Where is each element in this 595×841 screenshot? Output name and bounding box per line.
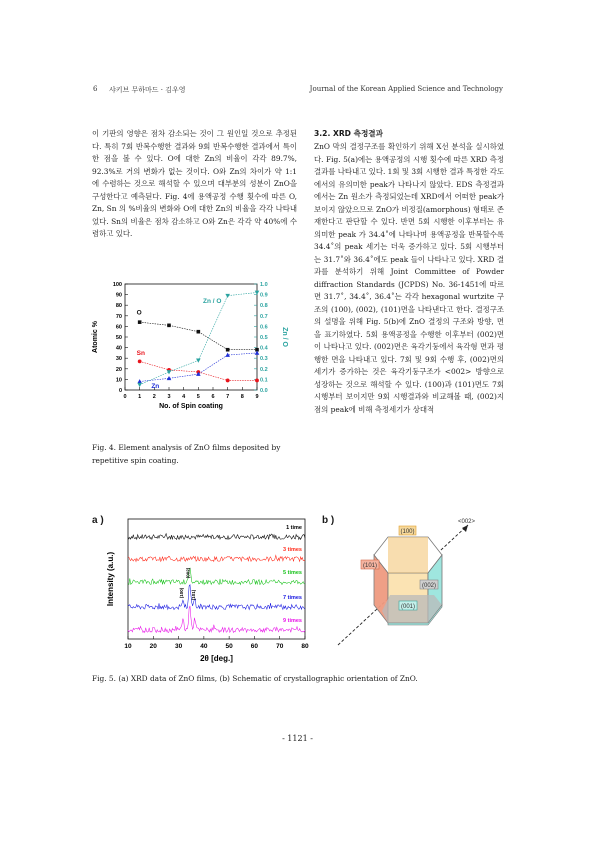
fig4-y2-tick-label: 0.0 [260, 388, 268, 394]
fig4-x-axis-label: No. of Spin coating [159, 403, 223, 410]
fig4-x-tick-label: 9 [255, 394, 259, 400]
fig4-x-tick-label: 6 [211, 394, 215, 400]
fig4-x-tick-label: 8 [240, 394, 244, 400]
fig4-y-tick-label: 40 [115, 345, 122, 352]
fig5-panel-b-label: b ) [322, 515, 335, 526]
fig4-y2-tick-label: 0.7 [260, 313, 268, 320]
fig4-x-tick-label: 0 [123, 394, 127, 400]
section-title: 3.2. XRD 측정결과 [314, 129, 383, 138]
fig4-x-tick-label: 5 [196, 394, 200, 400]
direction-002-label: <002> [458, 519, 476, 525]
fig5a-series-9-times [128, 606, 305, 633]
header-authors: 샤키브 무하마드 · 김우영 [109, 86, 186, 94]
fig4-y2-tick-label: 0.1 [260, 377, 268, 384]
fig4-point-o [226, 348, 230, 352]
fig5a-series-label: 7 times [283, 595, 302, 601]
fig4-chart [85, 278, 307, 418]
fig5a-x-tick-label: 40 [200, 643, 208, 650]
fig4-y-tick-label: 100 [112, 282, 122, 288]
fig4-series-label: Zn / O [203, 298, 222, 306]
fig4-series-line-zn [140, 353, 257, 382]
fig5a-series-label: 5 times [283, 570, 302, 576]
fig4-point-zno [225, 294, 230, 298]
page-footer-number: - 1121 - [282, 734, 313, 743]
fig5a-series-label: 1 time [286, 525, 302, 531]
fig4-y-tick-label: 30 [115, 356, 122, 363]
header-journal: Journal of the Korean Applied Science and Technology [309, 85, 503, 93]
fig4-point-zno [196, 359, 201, 363]
fig4-x-tick-label: 2 [152, 394, 156, 400]
fig4-series-label: O [136, 309, 142, 317]
fig4-point-sn [226, 379, 230, 383]
fig5a-x-tick-label: 20 [149, 643, 157, 650]
fig4-y-tick-label: 60 [115, 324, 122, 331]
fig4-point-zno [255, 291, 260, 295]
fig4-point-zn [137, 379, 142, 383]
page-number-header: 6 [93, 85, 98, 93]
fig4-y2-tick-label: 0.6 [260, 324, 268, 331]
fig5a-x-tick-label: 10 [124, 643, 132, 650]
fig5-caption: Fig. 5. (a) XRD data of ZnO films, (b) Schematic of crystallographic orientation of ZnO. [92, 674, 418, 683]
fig4-y2-tick-label: 0.2 [260, 366, 268, 373]
left-body-paragraph: 이 기판의 영향은 점차 감소되는 것이 그 원인일 것으로 추정된다. 특히 7회 반복수행한 결과와 9회 반복수행한 결과에서 특이한 점을 볼 수 있다. O에 대한 Zn의 비율이 각각 89.7%, 92.3%로 거의 변화가 없는 것이다. O와 Zn의 차이가 약 1:1 에 수렴하는 것으로 해석할 수 있으며 대부분의 성분이 ZnO을 구성한다고 예측된다. Fig. 4에 용액공정 수행 횟수에 따른 O, Zn, Sn 의 %비율의 변화와 O에 대한 Zn의 비율을 각각 나타내었다. Sn의 비율은 점차 감소하고 O와 Zn은 각각 약 40%에 수렴하고 있다. [92, 129, 297, 238]
fig4-series-label: Zn [151, 382, 160, 390]
fig5a-x-tick-label: 30 [174, 643, 183, 650]
fig5a-series-1-time [128, 534, 305, 540]
fig4-y-tick-label: 20 [115, 366, 122, 373]
fig4-y-tick-label: 10 [115, 377, 122, 384]
plane-100-label: (100) [400, 529, 415, 535]
plane-101-label: (101) [362, 563, 378, 569]
fig4-x-tick-label: 3 [167, 394, 171, 400]
fig4-point-sn [255, 379, 259, 383]
fig5a-series-label: 9 times [283, 618, 302, 624]
fig4-x-tick-label: 7 [226, 394, 230, 400]
fig4-y2-axis-label: Zn / O [281, 327, 288, 347]
fig4-y2-tick-label: 1.0 [260, 282, 268, 288]
fig5a-series-3-times [128, 555, 305, 561]
fig4-y-tick-label: 90 [115, 292, 122, 299]
fig4-x-tick-label: 4 [182, 394, 186, 400]
fig5a-x-tick-label: 80 [301, 643, 309, 650]
fig4-x-tick-label: 1 [138, 394, 142, 400]
fig5a-x-tick-label: 70 [276, 643, 284, 650]
fig4-point-o [167, 324, 171, 328]
fig4-point-zno [137, 383, 142, 387]
fig4-point-o [197, 330, 201, 334]
fig4-series-label: Sn [136, 350, 145, 358]
fig4-y-tick-label: 0 [118, 388, 122, 394]
fig4-y-tick-label: 50 [115, 335, 122, 341]
fig4-point-sn [138, 359, 142, 363]
fig4-caption [92, 442, 302, 467]
fig4-y2-tick-label: 0.8 [260, 303, 268, 310]
fig4-point-zno [167, 370, 172, 374]
fig5a-x-tick-label: 50 [225, 643, 233, 650]
fig4-y-tick-label: 80 [115, 303, 122, 310]
fig4-plot-frame [125, 284, 257, 390]
fig4-y2-tick-label: 0.5 [260, 335, 268, 341]
fig5a-peak-label: (002) [185, 567, 191, 579]
fig5a-series-5-times [128, 568, 305, 584]
fig5a-x-tick-label: 60 [250, 643, 259, 650]
plane-100-face [388, 537, 428, 573]
fig5a-x-axis-label: 2θ [deg.] [200, 654, 233, 663]
plane-002-label: (002) [421, 583, 437, 589]
right-body-paragraph: ZnO 막의 결정구조를 확인하기 위해 X선 분석을 실시하였다. Fig. 5(a)에는 용액공정의 시행 횟수에 따른 XRD 측정 결과를 나타내고 있다. 1회 및 3회 시행한 결과 특정한 각도에서의 유의미한 peak가 나타나지 않았다. EDS 측정결과에서는 Zn 원소가 측정되었는데 XRD에서 어떠한 peak가 보이지 않았으므로 ZnO가 비정질(amorphous) 형태로 존재한다고 판단할 수 있다. 반면 5회 시행한 이후부터는 유의미한 peak 가 34.4˚에 나타나며 용액공정을 반복할수록 34.4˚의 peak 세기는 더욱 증가하고 있다. 5회 시행부터는 31.7˚와 36.4˚에도 peak 들이 나타나고 있다. XRD 결과를 분석하기 위해 Joint Committee of Powder diffraction Standards (JCPDS) No. 36-1451에 따르면 31.7˚, 34.4˚, 36.4˚는 각각 hexagonal wurtzite 구조의 (100), (002), (101)면을 나타낸다고 한다. 결정구조의 설명을 위해 Fig. 5(b)에 ZnO 결정의 구조와 방향, 면을 표기하였다. 5회 용액공정을 수행한 이후부터 (002)면이 나타나고 있다. (002)면은 육각기둥에서 육각형 면과 평행한 면을 나타내고 있다. 7회 및 9회 수행 후, (002)면의 세기가 증가하는 것은 육각기둥구조가 <002> 방향으로 성장하는 것으로 해석할 수 있다. (100)과 (101)면도 7회 시행부터 보이지만 9회 시행결과와 비교해볼 때, (002)지점의 peak에 비해 측정세기가 상대적 [314, 142, 504, 414]
fig4-point-o [138, 320, 142, 324]
fig5a-series-7-times [128, 585, 305, 610]
fig5a-y-axis-label: Intensity (a.u.) [106, 551, 115, 607]
fig5-panel-a-label: a ) [92, 515, 104, 526]
plane-001-label: (001) [400, 604, 416, 610]
fig4-series-line-o [140, 322, 257, 350]
fig4-caption-text: Fig. 4. Element analysis of ZnO films deposited by repetitive spin coating. [92, 443, 281, 465]
fig5b-crystal-schematic [330, 515, 505, 650]
fig5a-xrd-chart [100, 515, 318, 665]
fig4-y2-tick-label: 0.4 [260, 345, 268, 352]
fig5a-peak-label: (100) [178, 587, 184, 599]
fig4-y-axis-label: Atomic % [92, 321, 99, 353]
fig4-y2-tick-label: 0.3 [260, 356, 268, 363]
fig5a-peak-label: (101) [190, 589, 196, 601]
fig4-y-tick-label: 70 [115, 313, 122, 320]
fig5a-series-label: 3 times [283, 547, 302, 553]
c-axis-arrowhead [462, 525, 468, 532]
fig4-y2-tick-label: 0.9 [260, 292, 268, 299]
